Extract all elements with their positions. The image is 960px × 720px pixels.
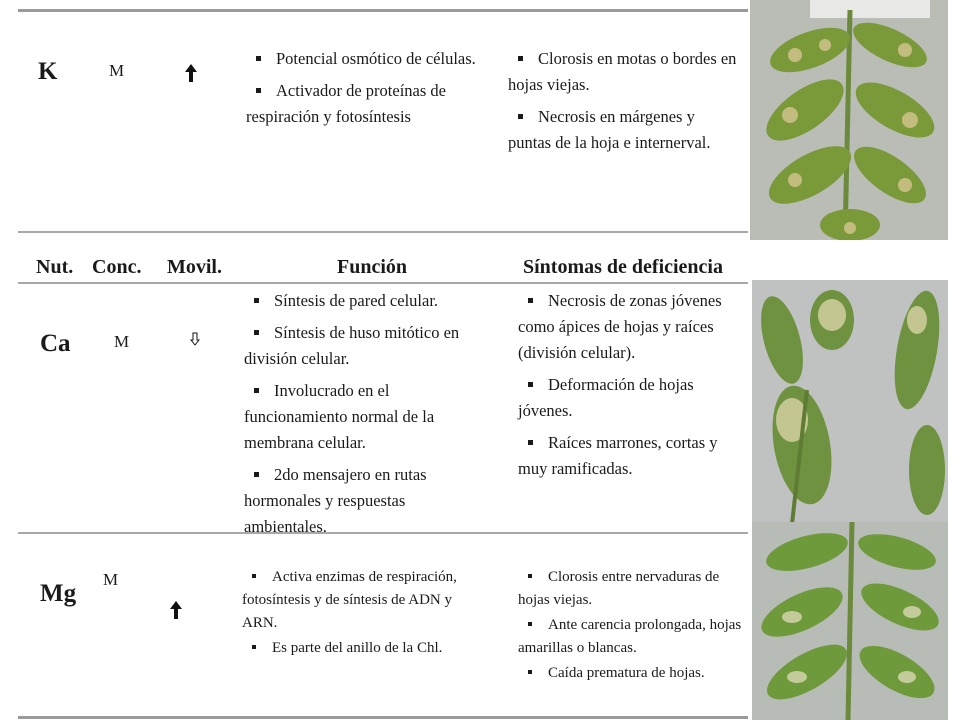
- k-symptom-list: [508, 46, 740, 162]
- mg-concentration: M: [103, 570, 119, 589]
- mg-symptom-item: Clorosis entre nervaduras de hojas viejas.: [518, 566, 748, 612]
- column-header-nut: Nut.: [36, 256, 74, 278]
- ca-symptom-item: Raíces marrones, cortas y muy ramificadas.: [518, 430, 744, 482]
- ca-function-list: [244, 288, 488, 546]
- ca-function-item: 2do mensajero en rutas hormonales y respuestas ambientales.: [244, 462, 488, 540]
- mg-symptom-list: [518, 566, 748, 687]
- column-header-sintomas: Síntomas de deficiencia: [523, 256, 723, 278]
- k-symptom-item: Necrosis en márgenes y puntas de la hoja e internerval.: [508, 104, 740, 156]
- k-mobility-arrow-up-icon: [184, 63, 198, 88]
- ca-symptom-item: Deformación de hojas jóvenes.: [518, 372, 744, 424]
- ca-mobility-hollow-arrow-down-icon: [190, 332, 200, 351]
- ca-symptom-item: Necrosis de zonas jóvenes como ápices de hojas y raíces (división celular).: [518, 288, 744, 366]
- column-header-movil: Movil.: [167, 256, 222, 278]
- mg-function-list: [242, 566, 490, 662]
- k-nutrient: K: [38, 58, 58, 85]
- header-bottom-rule: [18, 282, 748, 284]
- mg-function-item: Es parte del anillo de la Chl.: [242, 637, 490, 660]
- ca-function-item: Involucrado en el funcionamiento normal de la membrana celular.: [244, 378, 488, 456]
- ca-symptom-list: [518, 288, 744, 488]
- k-deficiency-leaf-photo: [750, 0, 948, 240]
- mg-nutrient: Mg: [40, 580, 77, 607]
- mg-symptom-item: Caída prematura de hojas.: [518, 662, 748, 685]
- ca-function-item: Síntesis de huso mitótico en división celular.: [244, 320, 488, 372]
- k-function-item: Potencial osmótico de células.: [246, 46, 508, 72]
- ca-function-item: Síntesis de pared celular.: [244, 288, 488, 314]
- top-rule: [18, 9, 748, 12]
- k-concentration: M: [109, 61, 125, 80]
- k-function-list: [246, 46, 508, 136]
- mg-function-item: Activa enzimas de respiración, fotosíntesis y de síntesis de ADN y ARN.: [242, 566, 490, 635]
- mg-symptom-item: Ante carencia prolongada, hojas amarillas o blancas.: [518, 614, 748, 660]
- k-symptom-item: Clorosis en motas o bordes en hojas viejas.: [508, 46, 740, 98]
- ca-nutrient: Ca: [40, 330, 71, 357]
- k-bottom-rule: [18, 231, 748, 233]
- bottom-rule: [18, 716, 748, 719]
- mg-mobility-arrow-up-icon: [169, 600, 183, 625]
- column-header-conc: Conc.: [92, 256, 142, 278]
- ca-concentration: M: [114, 332, 130, 351]
- ca-deficiency-leaf-photo: [752, 280, 948, 524]
- k-function-item: Activador de proteínas de respiración y fotosíntesis: [246, 78, 508, 130]
- column-header-funcion: Función: [337, 256, 408, 278]
- mg-deficiency-leaf-photo: [752, 522, 948, 720]
